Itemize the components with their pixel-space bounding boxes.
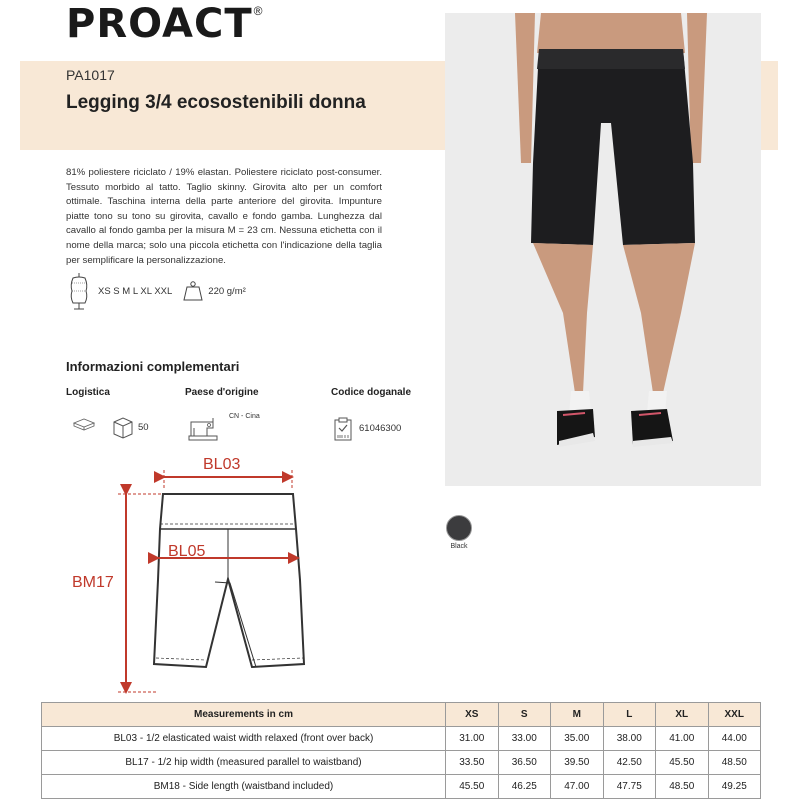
row-label: BL03 - 1/2 elasticated waist width relaxed (front over back) bbox=[42, 727, 446, 751]
table-cell: 38.00 bbox=[603, 727, 656, 751]
table-row bbox=[42, 775, 761, 799]
table-header-cell: XS bbox=[446, 703, 499, 727]
table-header-row bbox=[42, 703, 761, 727]
table-cell: 31.00 bbox=[446, 727, 499, 751]
table-cell: 45.50 bbox=[446, 775, 499, 799]
table-cell: 48.50 bbox=[656, 775, 709, 799]
waist-label: BL03 bbox=[203, 456, 241, 473]
size-diagram bbox=[60, 450, 410, 700]
side-label: BM17 bbox=[72, 574, 114, 591]
sewing-machine-icon bbox=[187, 414, 219, 442]
product-description: 81% poliestere riciclato / 19% elastan. Poliestere riciclato post-consumer. Tessuto morbido al tatto. Taglio skinny. Girovita alto per un comfort ottimale. Taschina interna della parte anteriore del girovita. Impunture piatte tono su tono su girovita, cavallo e fondo gamba. Lunghezza dal cavallo al fondo gamba per la misura M = 23 cm. Nessuna etichetta con il nome della marca; solo una piccola etichetta con l'indicazione della taglia per semplificare la personalizzazione. bbox=[66, 167, 382, 266]
table-cell: 44.00 bbox=[708, 727, 761, 751]
weight-icon bbox=[182, 280, 204, 302]
table-cell: 45.50 bbox=[656, 751, 709, 775]
customs-label: Codice doganale bbox=[331, 387, 412, 398]
table-header-cell: Measurements in cm bbox=[42, 703, 446, 727]
box-icon bbox=[111, 415, 135, 441]
table-header-cell: XL bbox=[656, 703, 709, 727]
customs-code: 61046300 bbox=[359, 423, 402, 434]
table-cell: 48.50 bbox=[708, 751, 761, 775]
sizes-list: XS S M L XL XXL bbox=[98, 285, 173, 297]
product-title: Legging 3/4 ecosostenibili donna bbox=[66, 92, 366, 113]
row-label: BM18 - Side length (waistband included) bbox=[42, 775, 446, 799]
registered-mark: ® bbox=[253, 4, 263, 18]
product-photo bbox=[445, 13, 761, 486]
table-header-cell: XXL bbox=[708, 703, 761, 727]
mannequin-icon bbox=[66, 271, 92, 311]
table-cell: 33.00 bbox=[498, 727, 551, 751]
customs-clipboard-icon bbox=[332, 416, 354, 442]
flat-package-icon bbox=[72, 416, 96, 432]
hip-label: BL05 bbox=[168, 543, 206, 560]
table-cell: 42.50 bbox=[603, 751, 656, 775]
row-label: BL17 - 1/2 hip width (measured parallel to waistband) bbox=[42, 751, 446, 775]
table-header-cell: M bbox=[551, 703, 604, 727]
model-illustration bbox=[445, 13, 761, 486]
table-header-cell: S bbox=[498, 703, 551, 727]
table-cell: 33.50 bbox=[446, 751, 499, 775]
table-header-cell: L bbox=[603, 703, 656, 727]
sizes-weight-row bbox=[66, 271, 246, 311]
table-cell: 46.25 bbox=[498, 775, 551, 799]
color-swatch-black[interactable] bbox=[446, 515, 472, 541]
table-row bbox=[42, 727, 761, 751]
table-cell: 39.50 bbox=[551, 751, 604, 775]
origin-country: CN - Cina bbox=[229, 413, 260, 420]
table-cell: 47.75 bbox=[603, 775, 656, 799]
table-cell: 49.25 bbox=[708, 775, 761, 799]
info-heading: Informazioni complementari bbox=[66, 359, 240, 374]
brand-logo bbox=[66, 1, 263, 47]
color-name: Black bbox=[450, 543, 468, 550]
origin-label: Paese d'origine bbox=[185, 387, 259, 398]
table-cell: 36.50 bbox=[498, 751, 551, 775]
shorts-outline bbox=[154, 494, 304, 667]
measurements-table bbox=[41, 702, 761, 799]
brand-name: PROACT bbox=[66, 1, 253, 47]
table-cell: 35.00 bbox=[551, 727, 604, 751]
logistics-label: Logistica bbox=[66, 387, 110, 398]
table-cell: 47.00 bbox=[551, 775, 604, 799]
table-row bbox=[42, 751, 761, 775]
product-code: PA1017 bbox=[66, 67, 115, 83]
fabric-weight: 220 g/m² bbox=[208, 285, 246, 297]
box-quantity: 50 bbox=[138, 422, 149, 433]
table-cell: 41.00 bbox=[656, 727, 709, 751]
